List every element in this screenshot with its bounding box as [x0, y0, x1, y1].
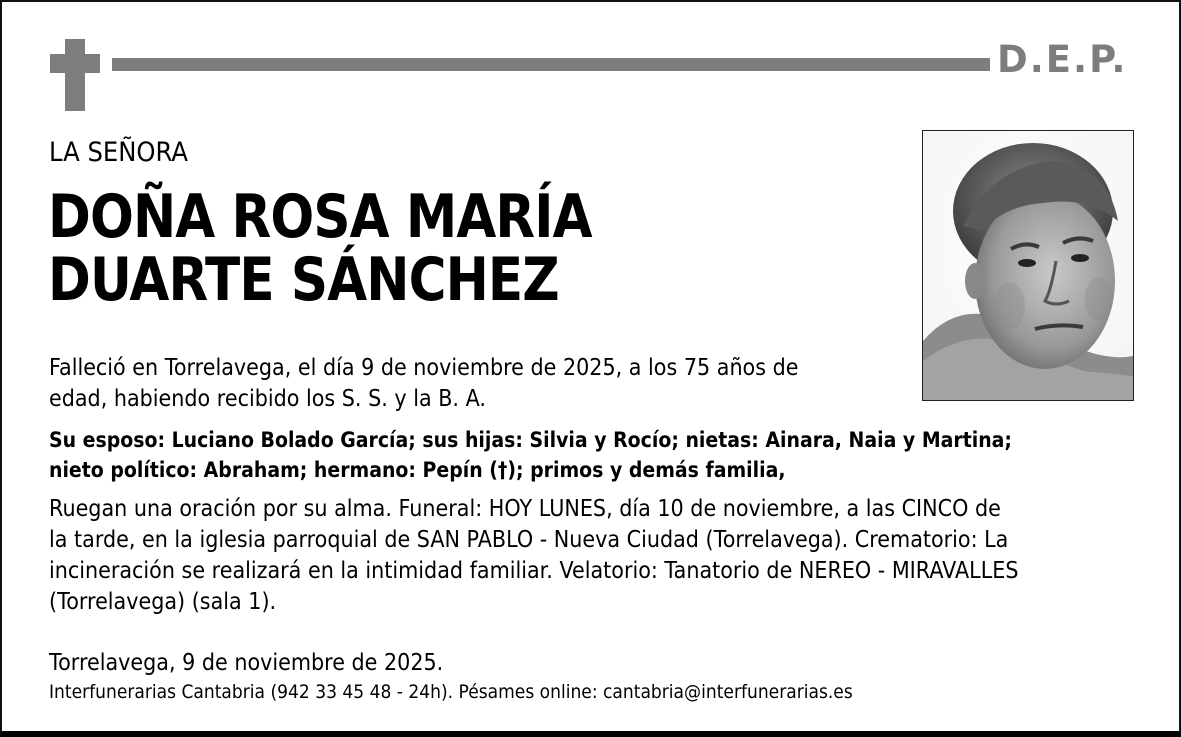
- death-notice-line-2: edad, habiendo recibido los S. S. y la B. A.: [49, 386, 486, 412]
- funeral-line-1: Ruegan una oración por su alma. Funeral: HOY LUNES, día 10 de noviembre, a las CINCO de: [49, 496, 1001, 522]
- cross-horizontal-bar: [50, 54, 100, 73]
- death-notice: [49, 353, 798, 415]
- deceased-name: [48, 182, 592, 315]
- portrait-image: [923, 131, 1133, 400]
- family-members: [49, 425, 1012, 485]
- name-line-1: DOÑA ROSA MARÍA: [48, 182, 592, 252]
- name-line-2: DUARTE SÁNCHEZ: [48, 245, 559, 315]
- portrait-photo: [922, 130, 1134, 401]
- family-line-1: Su esposo: Luciano Bolado García; sus hijas: Silvia y Rocío; nietas: Ainara, Naia y Martina;: [49, 428, 1012, 452]
- family-line-2: nieto político: Abraham; hermano: Pepín (†); primos y demás familia,: [49, 458, 786, 482]
- place-date: Torrelavega, 9 de noviembre de 2025.: [49, 650, 444, 676]
- contact-info: Interfunerarias Cantabria (942 33 45 48 - 24h). Pésames online: cantabria@interfunerarias.es: [49, 681, 853, 703]
- intro-title: LA SEÑORA: [49, 137, 189, 168]
- dep-label: D.E.P.: [997, 38, 1128, 81]
- cross-vertical-bar: [65, 39, 85, 111]
- funeral-line-4: (Torrelavega) (sala 1).: [49, 589, 277, 615]
- funeral-line-2: la tarde, en la iglesia parroquial de SAN PABLO - Nueva Ciudad (Torrelavega). Crematorio: La: [49, 527, 1009, 553]
- funeral-details: [49, 494, 1018, 618]
- funeral-line-3: incineración se realizará en la intimidad familiar. Velatorio: Tanatorio de NEREO - MIRAVALLES: [49, 558, 1019, 584]
- header-rule: [112, 58, 990, 71]
- death-notice-line-1: Falleció en Torrelavega, el día 9 de noviembre de 2025, a los 75 años de: [49, 355, 799, 381]
